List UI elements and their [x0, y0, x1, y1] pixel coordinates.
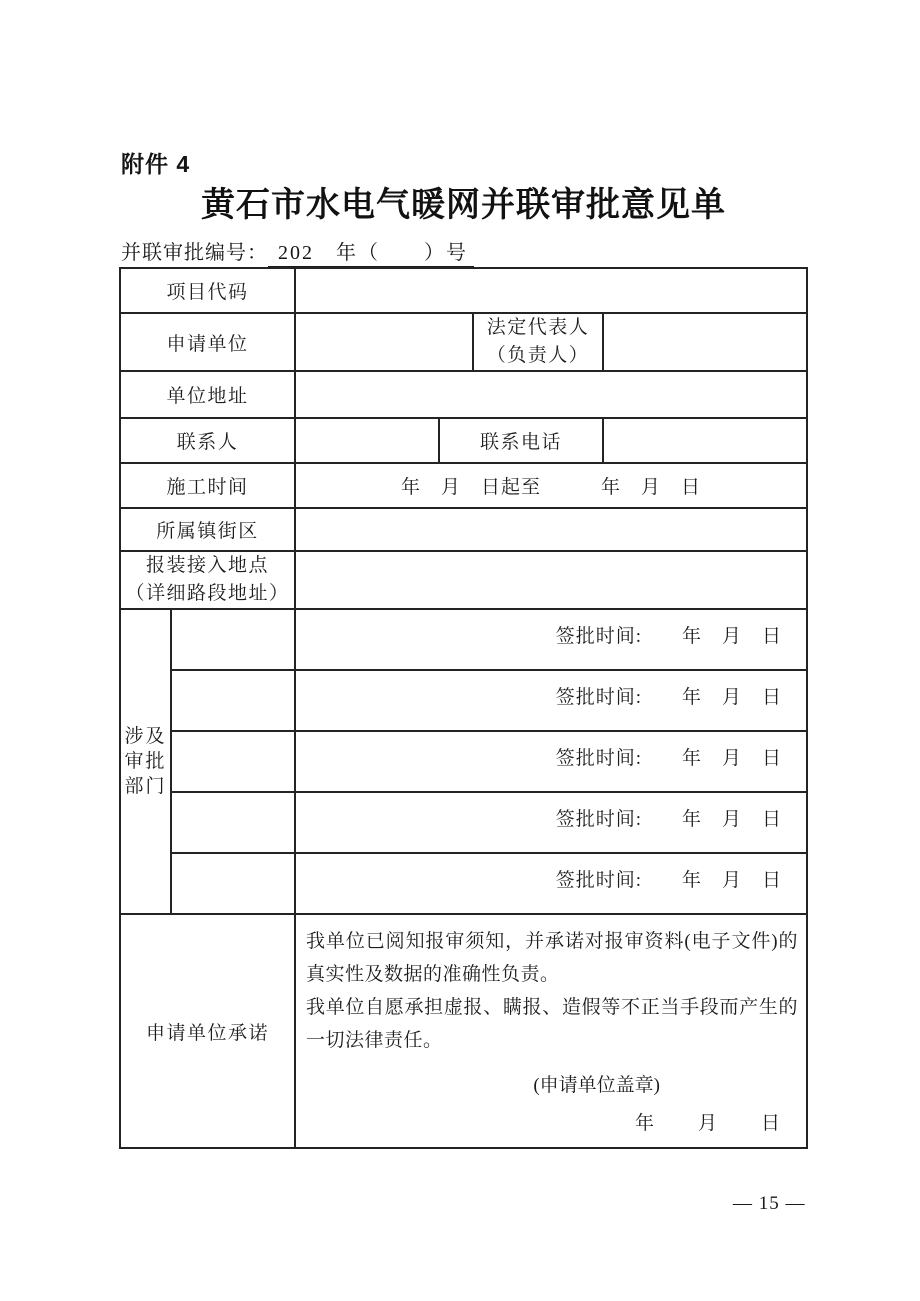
row-approval-5 — [120, 853, 807, 914]
approval-form-table — [119, 267, 808, 1149]
access-point-label-line1: 报装接入地点 — [146, 555, 270, 576]
commitment-paragraph-1: 我单位已阅知报审须知，并承诺对报审资料(电子文件)的真实性及数据的准确性负责。 — [306, 931, 799, 985]
row-district — [120, 508, 807, 551]
serial-number-value: 202 年（ ）号 — [268, 236, 474, 268]
row-contact — [120, 418, 807, 463]
commitment-date-line: 年 月 日 — [635, 1113, 783, 1134]
contact-value-cell — [295, 418, 439, 463]
serial-number-line — [121, 236, 474, 268]
serial-number-label: 并联审批编号： — [121, 242, 268, 264]
departments-label-line2: 审批 — [124, 751, 167, 772]
access-point-value-cell — [295, 551, 807, 609]
department-name-cell-2 — [171, 670, 295, 731]
departments-label-line1: 涉及 — [124, 726, 167, 747]
unit-address-label: 单位地址 — [120, 371, 295, 418]
commitment-seal-note: (申请单位盖章) — [533, 1075, 661, 1096]
attachment-label: 附件 4 — [121, 151, 191, 177]
departments-section-label — [120, 609, 171, 914]
construction-time-value-cell: 年 月 日起至 年 月 日 — [295, 463, 807, 508]
contact-label: 联系人 — [120, 418, 295, 463]
row-access-point — [120, 551, 807, 609]
legal-rep-label-line1: 法定代表人 — [486, 317, 590, 338]
applicant-label: 申请单位 — [120, 313, 295, 371]
phone-label: 联系电话 — [439, 418, 603, 463]
row-unit-address — [120, 371, 807, 418]
row-approval-4 — [120, 792, 807, 853]
legal-rep-value-cell — [603, 313, 807, 371]
commitment-content-cell — [295, 914, 807, 1148]
legal-rep-label — [473, 313, 603, 371]
access-point-label — [120, 551, 295, 609]
applicant-value-cell — [295, 313, 473, 371]
sign-time-cell-1: 签批时间: 年 月 日 — [295, 609, 807, 670]
page-number: — 15 — — [733, 1193, 806, 1214]
row-approval-1 — [120, 609, 807, 670]
access-point-label-line2: （详细路段地址） — [125, 583, 290, 604]
project-code-label: 项目代码 — [120, 268, 295, 313]
commitment-label: 申请单位承诺 — [120, 914, 295, 1148]
sign-time-cell-4: 签批时间: 年 月 日 — [295, 792, 807, 853]
commitment-paragraph-2: 我单位自愿承担虚报、瞒报、造假等不正当手段而产生的一切法律责任。 — [306, 997, 799, 1051]
department-name-cell-3 — [171, 731, 295, 792]
sign-time-cell-5: 签批时间: 年 月 日 — [295, 853, 807, 914]
document-title: 黄石市水电气暖网并联审批意见单 — [201, 187, 726, 224]
department-name-cell-1 — [171, 609, 295, 670]
row-construction-time — [120, 463, 807, 508]
row-commitment — [120, 914, 807, 1148]
department-name-cell-5 — [171, 853, 295, 914]
row-project-code — [120, 268, 807, 313]
department-name-cell-4 — [171, 792, 295, 853]
phone-value-cell — [603, 418, 807, 463]
row-approval-3 — [120, 731, 807, 792]
district-value-cell — [295, 508, 807, 551]
sign-time-cell-2: 签批时间: 年 月 日 — [295, 670, 807, 731]
unit-address-value-cell — [295, 371, 807, 418]
legal-rep-label-line2: （负责人） — [486, 345, 590, 366]
row-applicant — [120, 313, 807, 371]
departments-label-line3: 部门 — [124, 776, 167, 797]
sign-time-cell-3: 签批时间: 年 月 日 — [295, 731, 807, 792]
district-label: 所属镇街区 — [120, 508, 295, 551]
project-code-value-cell — [295, 268, 807, 313]
row-approval-2 — [120, 670, 807, 731]
construction-time-label: 施工时间 — [120, 463, 295, 508]
